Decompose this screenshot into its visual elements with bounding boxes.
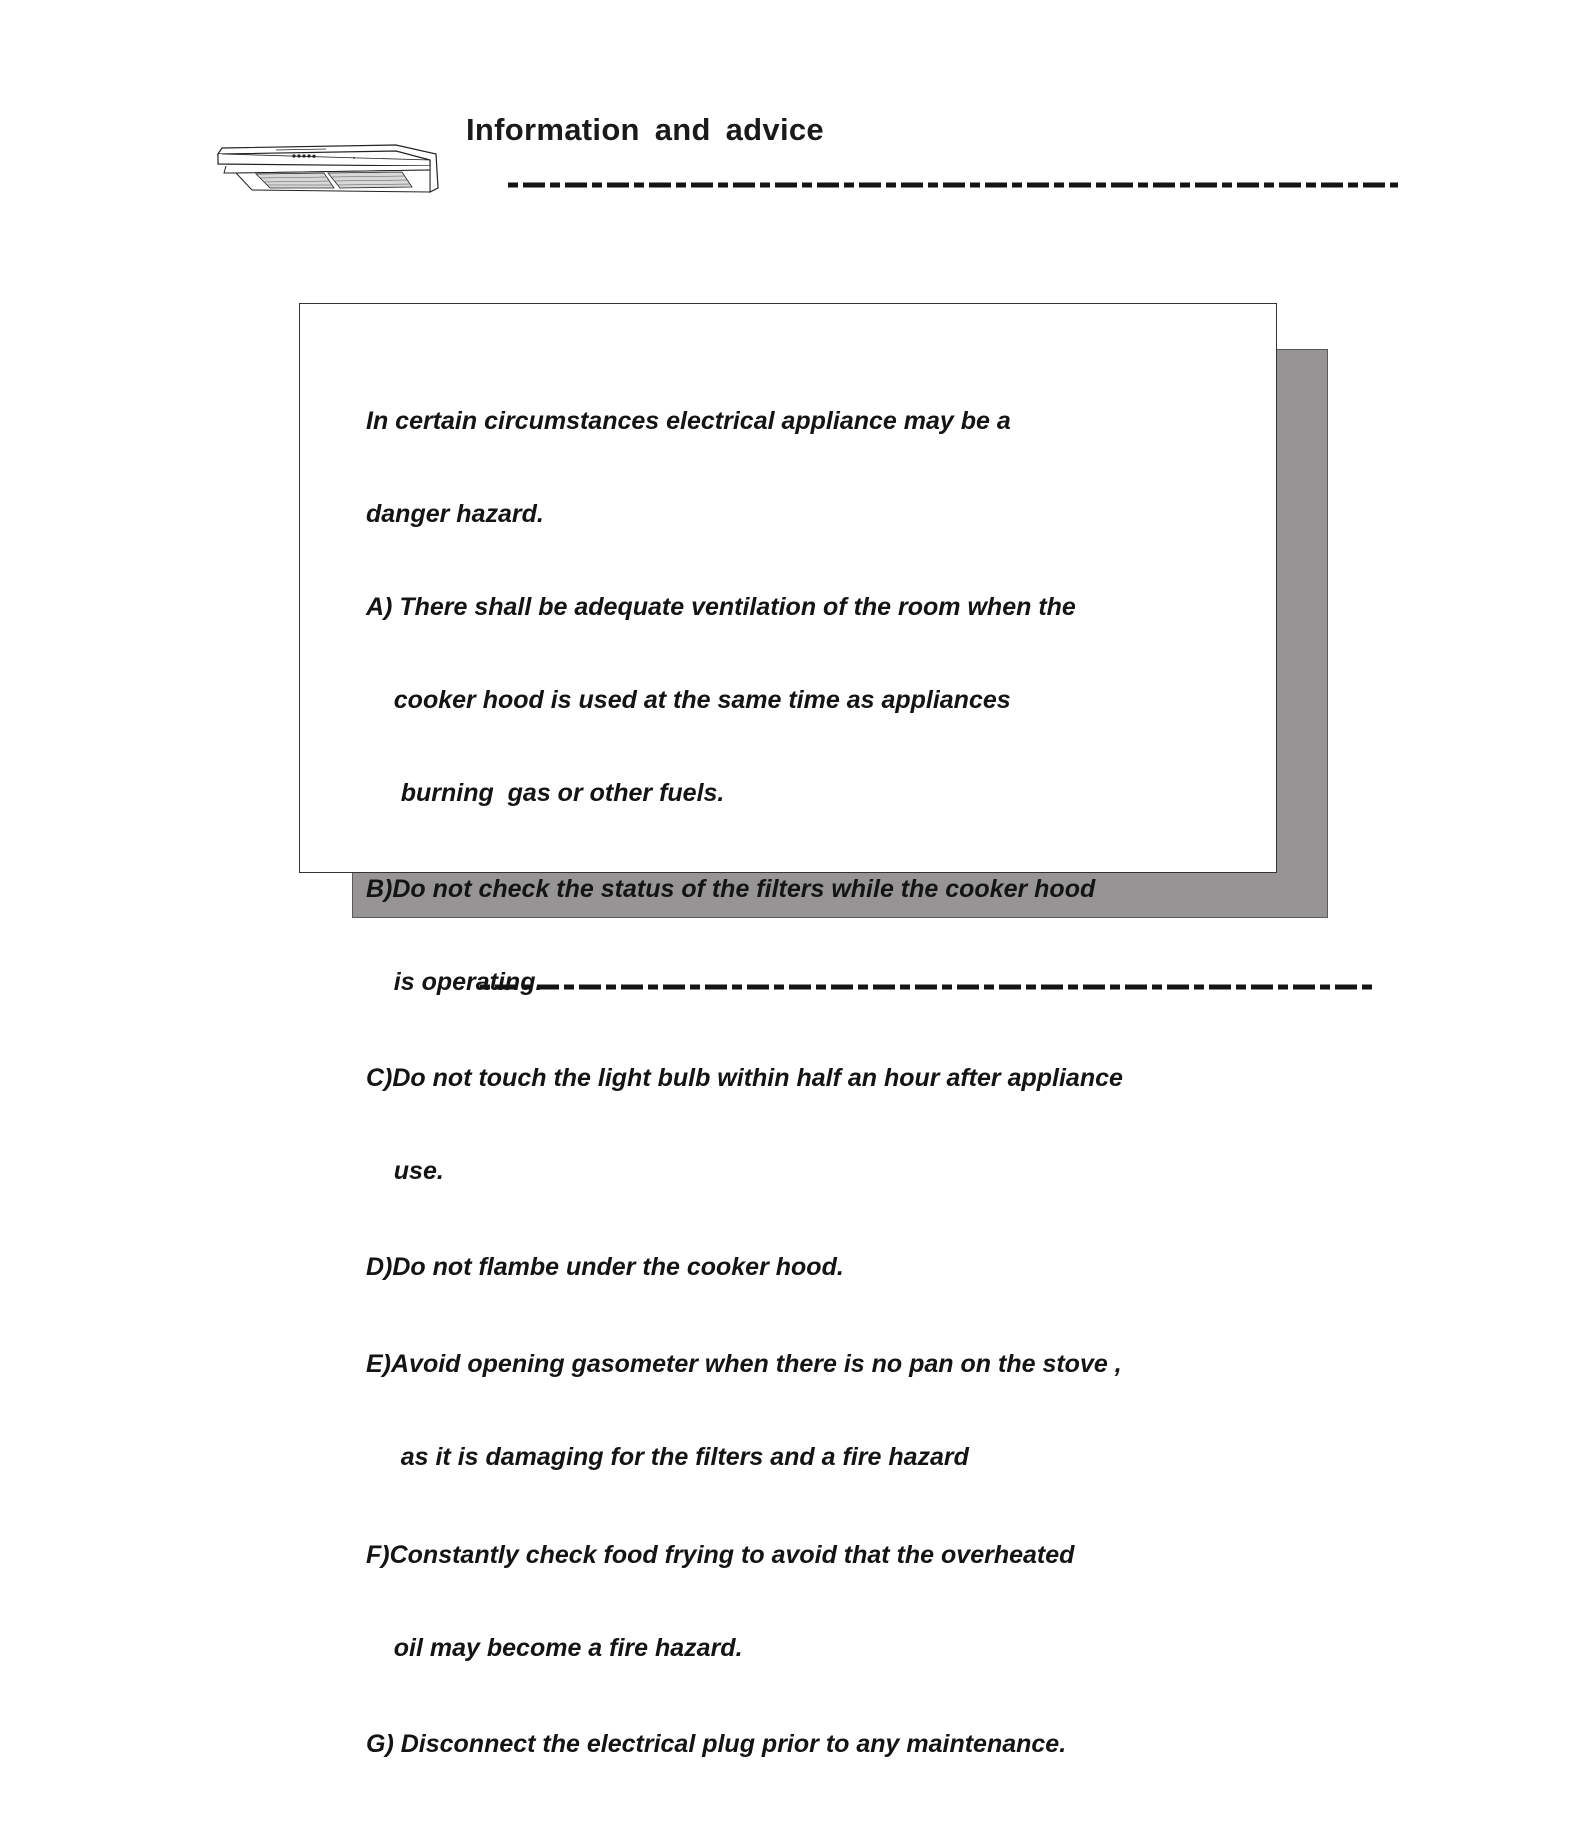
page-title: Information and advice [466, 112, 824, 147]
notice-line: A) There shall be adequate ventilation of the room when the [366, 593, 1076, 621]
safety-notice-text [366, 344, 1246, 1822]
notice-line: burning gas or other fuels. [366, 779, 725, 807]
notice-line: B)Do not check the status of the filters while the cooker hood [366, 875, 1096, 903]
bottom-dashed-divider [480, 983, 1380, 991]
notice-line: C)Do not touch the light bulb within half an hour after appliance [366, 1064, 1123, 1092]
cooker-hood-icon [216, 140, 442, 200]
notice-line: danger hazard. [366, 500, 544, 528]
notice-line: D)Do not flambe under the cooker hood. [366, 1253, 844, 1281]
safety-notice-box [299, 303, 1277, 1758]
notice-line: cooker hood is used at the same time as appliances [366, 686, 1011, 714]
notice-line: use. [366, 1157, 444, 1185]
notice-line: is operating. [366, 968, 543, 996]
notice-line: F)Constantly check food frying to avoid that the overheated [366, 1541, 1075, 1569]
top-dashed-divider [508, 181, 1406, 189]
notice-line: E)Avoid opening gasometer when there is no pan on the stove , [366, 1350, 1122, 1378]
notice-line: as it is damaging for the filters and a fire hazard [366, 1443, 969, 1471]
notice-line: G) Disconnect the electrical plug prior to any maintenance. [366, 1730, 1067, 1758]
notice-line: oil may become a fire hazard. [366, 1634, 743, 1662]
notice-line: In certain circumstances electrical appliance may be a [366, 407, 1011, 435]
